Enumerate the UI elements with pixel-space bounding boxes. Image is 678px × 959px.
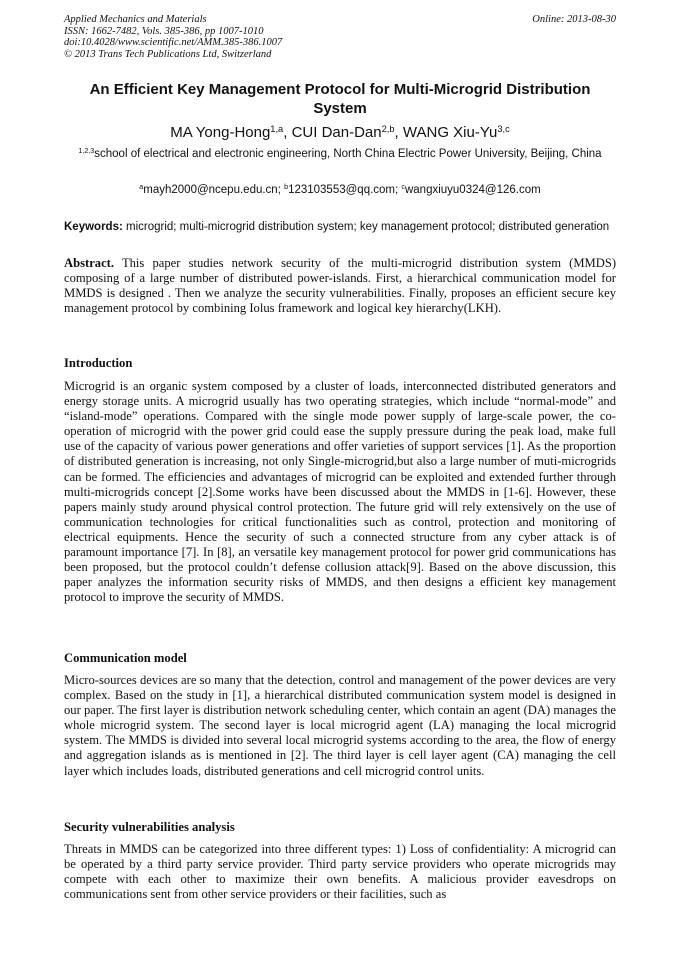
keywords-block xyxy=(64,220,616,235)
paragraph: Threats in MMDS can be categorized into three different types: 1) Loss of confidentiality: A microgrid can be operated by a third party service provider. Third party service providers who operate microgrids may compete with each other to maximize their own benefits. A malicious provider eavesdrops on communications sent from other service providers or their facilities, such as xyxy=(64,842,616,902)
author-sup: 2,b xyxy=(381,123,395,134)
author-separator: , xyxy=(283,124,292,141)
author-sup: 1,a xyxy=(270,123,284,134)
section-body-security-vulnerabilities xyxy=(64,842,616,902)
section-heading-communication-model: Communication model xyxy=(64,651,187,665)
abstract-text: This paper studies network security of the multi-microgrid distribution system (MMDS) composing of a large number of distributed power-islands. First, a hierarchical communication model for MMDS is designed . Then we analyze the security vulnerabilities. Finally, proposes an efficient secure key management protocol by combining Iolus framework and logical key hierarchy(LKH). xyxy=(64,256,617,316)
email-sup: b xyxy=(284,183,289,192)
copyright-line: © 2013 Trans Tech Publications Ltd, Switzerland xyxy=(64,48,272,60)
affiliation xyxy=(64,147,616,162)
email-sup: a xyxy=(139,183,144,192)
paper-title: An Efficient Key Management Protocol for Multi-Microgrid Distribution System xyxy=(89,81,591,117)
author-name: CUI Dan-Dan xyxy=(291,124,382,141)
online-date: Online: 2013-08-30 xyxy=(532,14,616,25)
abstract-block xyxy=(64,256,616,316)
author-list xyxy=(64,124,616,142)
email-separator: ; xyxy=(395,184,402,196)
author-separator: , xyxy=(394,124,403,141)
email-address: 123103553@qq.com xyxy=(288,184,396,196)
abstract-label: Abstract. xyxy=(64,256,115,270)
author-name: WANG Xiu-Yu xyxy=(402,124,498,141)
section-body-communication-model xyxy=(64,673,616,779)
author-sup: 3,c xyxy=(497,123,510,134)
section-body-introduction xyxy=(64,379,616,605)
paragraph: Micro-sources devices are so many that the detection, control and management of the power devices are very complex. Based on the study in [1], a hierarchical distributed communication system model is designed in our paper. The first layer is distribution network scheduling center, which contain an agent (DA) manages the whole microgrid system. The second layer is local microgrid agent (LA) managing the local microgrid system. The MMDS is divided into several local microgrid systems according to the area, the flow of energy and aggregation islands as is mentioned in [2]. The third layer is cell layer agent (CA) managing the cell layer which includes loads, distributed generations and cell microgrid control units. xyxy=(64,673,616,778)
keywords-label: Keywords: xyxy=(64,221,123,233)
section-heading-security-vulnerabilities: Security vulnerabilities analysis xyxy=(64,820,235,834)
email-address: mayh2000@ncepu.edu.cn xyxy=(143,184,278,196)
affiliation-sup: 1,2,3 xyxy=(78,147,95,156)
doi-line: doi:10.4028/www.scientific.net/AMM.385-386.1007 xyxy=(64,37,283,48)
issn-line: ISSN: 1662-7482, Vols. 385-386, pp 1007-1010 xyxy=(64,25,264,37)
journal-masthead xyxy=(64,14,616,60)
affiliation-text: school of electrical and electronic engineering, North China Electric Power University, Beijing, China xyxy=(94,148,602,160)
paragraph: Microgrid is an organic system composed by a cluster of loads, interconnected distributed generators and energy storage units. A microgrid usually has two operating strategies, which include “normal-mode” and “island-mode” operations. Compared with the single mode power supply of large-scale power, the co-operation of microgrid with the power grid could ease the supply pressure during the peak load, make full use of the capacity of various power generations and offer varieties of support services [1]. As the proportion of distributed generation is increasing, not only Single-microgrid,but also a large number of muti-microgrids can be formed. The efficiencies and advantages of microgrid can be exploited and extended further through multi-microgrids concept [2].Some works have been discussed about the MMDS in [1-6]. However, these papers mainly study around physical control protection. The future grid will rely extensively on the use of communication technologies for critical functionalities such as control, protection and monitoring of electrical equipments. Hence the security of such a connected structure from any cyber attack is of paramount importance [7]. In [8], an versatile key management protocol for power grid communications has been proposed, but the protocol couldn’t defense collusion attack[9]. Based on the above discussion, this paper analyzes the information security risks of MMDS, and then designs a efficient key management protocol to improve the security of MMDS. xyxy=(64,379,616,605)
email-address: wangxiuyu0324@126.com xyxy=(404,184,541,196)
email-sup: c xyxy=(401,183,405,192)
author-emails xyxy=(64,183,616,198)
journal-name: Applied Mechanics and Materials xyxy=(64,14,207,25)
section-heading-introduction: Introduction xyxy=(64,356,133,370)
email-separator: ; xyxy=(277,184,285,196)
keywords-text: microgrid; multi-microgrid distribution system; key management protocol; distributed generation xyxy=(126,221,610,233)
author-name: MA Yong-Hong xyxy=(170,124,271,141)
